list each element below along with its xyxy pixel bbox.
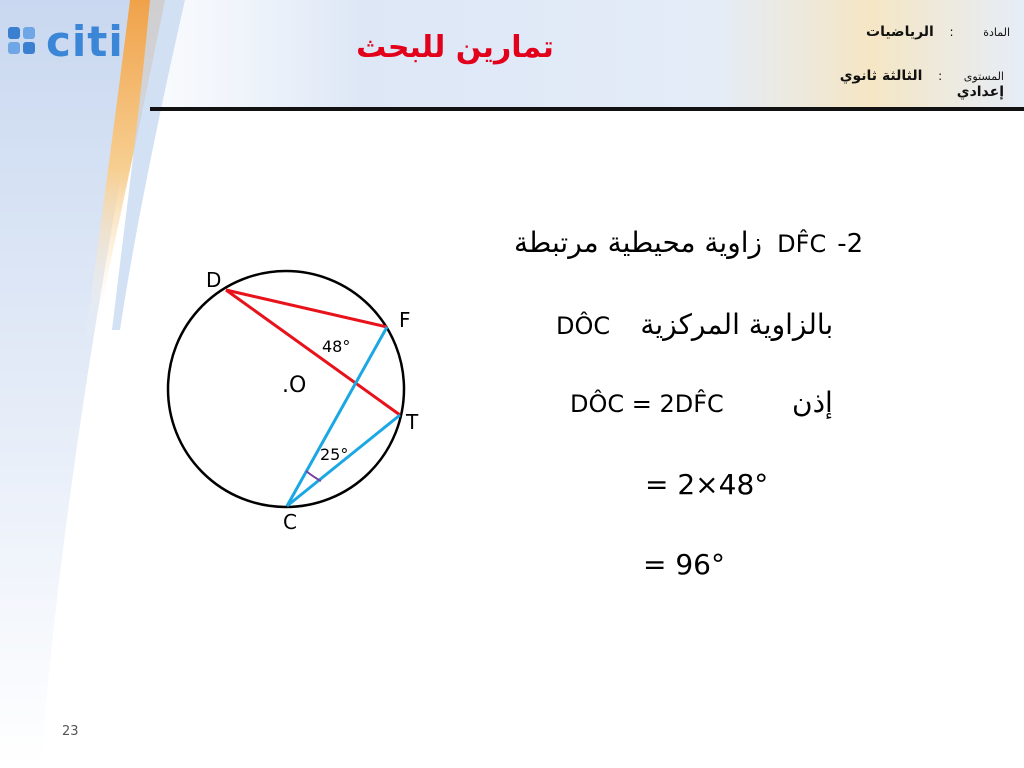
line-1 <box>514 226 863 259</box>
subject-value: الرياضيات <box>866 24 934 40</box>
label-D: D <box>206 268 222 292</box>
line2-angle: DÔC <box>556 312 611 340</box>
page-title: تمارين للبحث <box>356 30 554 65</box>
label-T: T <box>406 410 419 434</box>
page-number: 23 <box>62 724 79 739</box>
line1-angle: DF̂C <box>777 230 827 258</box>
label-F: F <box>399 308 411 332</box>
level-label: المستوى <box>963 70 1004 83</box>
level-value: الثالثة ثانوي إعدادي <box>839 68 1004 100</box>
label-O: .O <box>282 373 307 398</box>
level-separator: : <box>938 69 943 83</box>
label-C: C <box>283 510 297 534</box>
angle-arc <box>306 471 321 481</box>
line2-text: بالزاوية المركزية <box>640 308 834 341</box>
line4-value: = 2×48° <box>645 468 769 501</box>
line3-equation: DÔC = 2DF̂C <box>570 390 724 418</box>
line-3 <box>570 386 833 419</box>
logo-text: citi <box>46 17 124 66</box>
angle-25: 25° <box>320 445 349 464</box>
line1-number: -2 <box>837 229 864 259</box>
line-2 <box>556 308 833 341</box>
angle-48: 48° <box>322 337 351 356</box>
subject-label: المادة <box>983 26 1010 39</box>
line1-text: زاوية محيطية مرتبطة <box>514 226 763 259</box>
line-5 <box>643 548 725 581</box>
line-4 <box>645 468 768 501</box>
line5-value: = 96° <box>643 548 725 581</box>
line3-word: إذن <box>792 386 833 419</box>
subject-separator: : <box>949 25 954 39</box>
